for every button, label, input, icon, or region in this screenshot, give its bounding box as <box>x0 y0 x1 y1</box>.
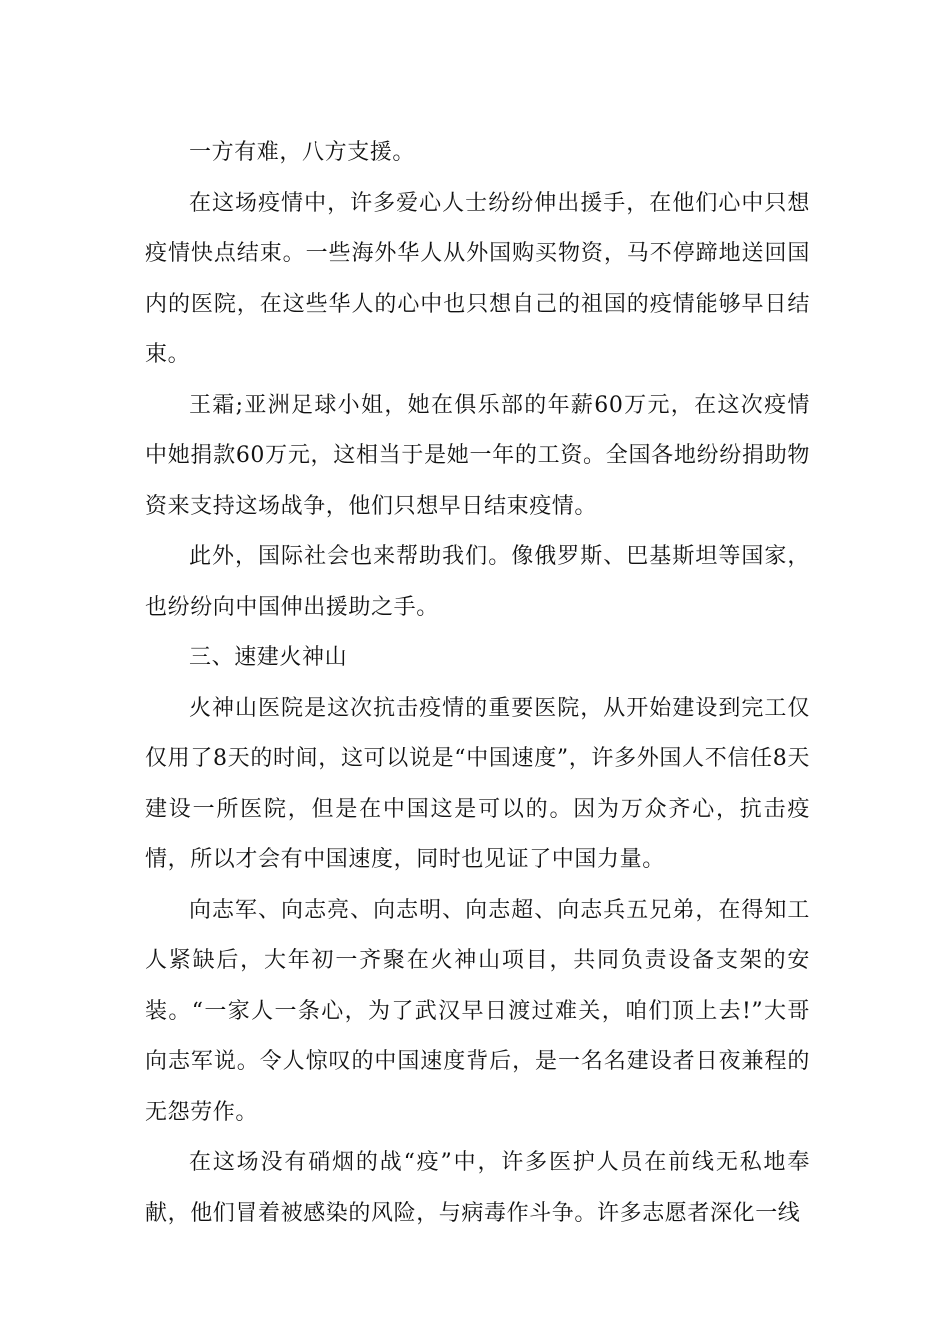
document-body <box>145 128 810 1239</box>
paragraph: 在这场没有硝烟的战“疫”中，许多医护人员在前线无私地奉献，他们冒着被感染的风险，与病毒作斗争。许多志愿者深化一线 <box>145 1150 810 1226</box>
section-heading: 三、速建火神山 <box>189 645 348 670</box>
paragraph: 在这场疫情中，许多爱心人士纷纷伸出援手，在他们心中只想疫情快点结束。一些海外华人从外国购买物资，马不停蹄地送回国内的医院，在这些华人的心中也只想自己的祖国的疫情能够早日结束。 <box>145 190 810 367</box>
paragraph: 此外，国际社会也来帮助我们。像俄罗斯、巴基斯坦等国家，也纷纷向中国伸出援助之手。 <box>145 544 810 620</box>
paragraph: 一方有难，八方支援。 <box>189 140 416 165</box>
paragraph: 王霜;亚洲足球小姐，她在俱乐部的年薪60万元，在这次疫情中她捐款60万元，这相当于是她一年的工资。全国各地纷纷捐助物资来支持这场战争，他们只想早日结束疫情。 <box>145 392 810 519</box>
paragraph: 向志军、向志亮、向志明、向志超、向志兵五兄弟，在得知工人紧缺后，大年初一齐聚在火神山项目，共同负责设备支架的安装。“一家人一条心，为了武汉早日渡过难关，咱们顶上去!”大哥向志军说。令人惊叹的中国速度背后，是一名名建设者日夜兼程的无怨劳作。 <box>145 897 810 1125</box>
paragraph: 火神山医院是这次抗击疫情的重要医院，从开始建设到完工仅仅用了8天的时间，这可以说是“中国速度”，许多外国人不信任8天建设一所医院，但是在中国这是可以的。因为万众齐心，抗击疫情，所以才会有中国速度，同时也见证了中国力量。 <box>145 695 810 872</box>
